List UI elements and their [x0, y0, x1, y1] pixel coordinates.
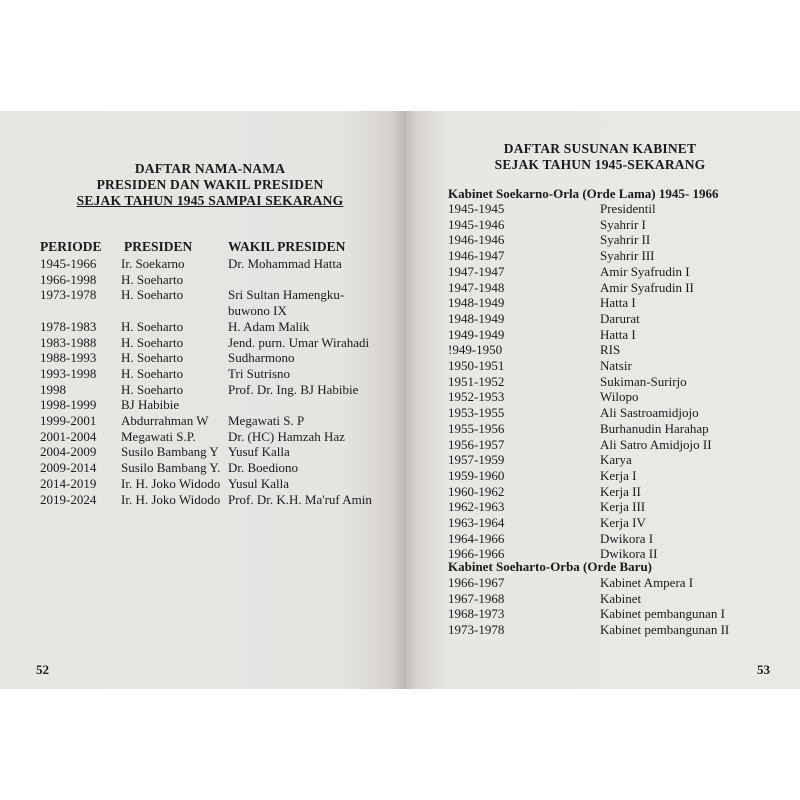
cabinet-name: RIS: [600, 342, 621, 358]
periode-cell: 1973-1978: [40, 287, 97, 303]
presidents-table: [40, 256, 378, 507]
list-item: [448, 342, 750, 358]
presiden-cell: H. Soeharto: [121, 318, 184, 334]
presiden-cell: Susilo Bambang Y: [121, 444, 219, 460]
cabinet-period: 1947-1947: [448, 263, 505, 279]
presiden-cell: BJ Habibie: [121, 397, 180, 413]
table-row: [40, 476, 378, 492]
cabinet-period: 1945-1945: [448, 201, 505, 216]
cabinet-period: 1956-1957: [448, 436, 505, 452]
list-item: [448, 327, 750, 343]
presiden-cell: H. Soeharto: [121, 381, 184, 397]
wakil-presiden-cell: Yusul Kalla: [228, 475, 290, 491]
wakil-presiden-cell: buwono IX: [228, 303, 287, 319]
periode-cell: 1978-1983: [40, 318, 97, 334]
cabinet-list-orde-baru: [448, 575, 750, 638]
cabinet-period: 1964-1966: [448, 530, 505, 546]
periode-cell: 2014-2019: [40, 475, 97, 491]
list-item: [448, 484, 750, 500]
table-row: [40, 444, 378, 460]
presiden-cell: Ir. H. Joko Widodo: [121, 475, 221, 491]
cabinet-name: Natsir: [600, 358, 632, 374]
list-item: [448, 531, 750, 547]
cabinet-period: 1949-1949: [448, 326, 505, 342]
presiden-cell: H. Soeharto: [121, 271, 184, 287]
presiden-cell: Susilo Bambang Y.: [121, 460, 221, 476]
wakil-presiden-cell: Megawati S. P: [228, 413, 305, 429]
cabinet-name: Ali Satro Amidjojo II: [600, 436, 712, 452]
table-row: [40, 350, 378, 366]
cabinet-period: 1947-1948: [448, 279, 505, 295]
periode-cell: 2004-2009: [40, 444, 97, 460]
presiden-cell: Megawati S.P.: [121, 428, 196, 444]
periode-cell: 1945-1966: [40, 256, 97, 271]
periode-cell: 1998: [40, 381, 66, 397]
wakil-presiden-cell: Dr. (HC) Hamzah Haz: [228, 428, 345, 444]
cabinet-period: !949-1950: [448, 342, 503, 358]
presidents-title-line: DAFTAR NAMA-NAMA: [134, 161, 286, 176]
presiden-cell: Ir. H. Joko Widodo: [121, 491, 221, 507]
list-item: [448, 358, 750, 374]
list-item: [448, 622, 750, 638]
cabinet-name: Syahrir III: [600, 248, 655, 264]
presiden-cell: H. Soeharto: [121, 334, 184, 350]
cabinet-period: 1953-1955: [448, 405, 505, 421]
presiden-cell: [121, 303, 228, 319]
wakil-presiden-cell: [228, 272, 378, 288]
table-row: [40, 492, 378, 508]
presiden-cell: Abdurrahman W: [121, 413, 209, 429]
list-item: [448, 201, 750, 217]
cabinet-name: Kabinet pembangunan II: [600, 622, 730, 638]
presiden-cell: H. Soeharto: [121, 287, 184, 303]
cabinet-period: 1950-1951: [448, 358, 505, 374]
cabinet-name: Kerja I: [600, 467, 637, 483]
cabinet-name: Kabinet Ampera I: [600, 575, 694, 590]
list-item: [448, 311, 750, 327]
cabinet-period: 1946-1946: [448, 232, 505, 248]
table-row: [40, 303, 378, 319]
wakil-presiden-cell: [228, 397, 378, 413]
page-number-left: 52: [36, 662, 49, 677]
wakil-presiden-cell: H. Adam Malik: [228, 318, 310, 334]
cabinet-name: Kerja II: [600, 483, 641, 499]
table-row: [40, 319, 378, 335]
table-row: [40, 272, 378, 288]
cabinet-period: 1955-1956: [448, 420, 505, 436]
periode-cell: 1993-1998: [40, 365, 97, 381]
cabinet-name: Amir Syafrudin I: [600, 263, 690, 279]
cabinet-period: 1973-1978: [448, 622, 505, 638]
wakil-presiden-cell: Prof. Dr. K.H. Ma'ruf Amin: [228, 491, 372, 507]
cabinet-period: 1963-1964: [448, 515, 505, 531]
table-row: [40, 460, 378, 476]
wakil-presiden-cell: Dr. Boediono: [228, 460, 299, 476]
presidents-title: [60, 161, 360, 209]
header-periode: PERIODE: [40, 239, 102, 254]
cabinet-name: Presidentil: [600, 201, 656, 216]
table-row: [40, 335, 378, 351]
cabinet-name: Kerja III: [600, 499, 646, 515]
presidents-title-line: SEJAK TAHUN 1945 SAMPAI SEKARANG: [76, 193, 344, 208]
list-item: [448, 295, 750, 311]
list-item: [448, 437, 750, 453]
table-row: [40, 366, 378, 382]
section-title-orde-lama: Kabinet Soekarno-Orla (Orde Lama) 1945- 1966: [448, 186, 719, 201]
periode-cell: 1999-2001: [40, 413, 97, 429]
list-item: [448, 452, 750, 468]
cabinet-period: 1968-1973: [448, 606, 505, 622]
cabinet-period: 1945-1946: [448, 216, 505, 232]
list-item: [448, 248, 750, 264]
table-row: [40, 287, 378, 303]
cabinet-name: Karya: [600, 452, 632, 468]
cabinet-name: Kabinet: [600, 590, 642, 606]
cabinet-name: Hatta I: [600, 295, 636, 311]
cabinet-period: 1967-1968: [448, 590, 505, 606]
cabinet-period: 1948-1949: [448, 295, 505, 311]
list-item: [448, 264, 750, 280]
cabinet-name: Dwikora II: [600, 546, 658, 562]
cabinet-period: 1948-1949: [448, 310, 505, 326]
cabinet-period: 1966-1966: [448, 546, 505, 562]
cabinet-title: [480, 141, 720, 173]
cabinet-name: Kabinet pembangunan I: [600, 606, 725, 622]
list-item: [448, 421, 750, 437]
wakil-presiden-cell: Jend. purn. Umar Wirahadi: [228, 334, 370, 350]
wakil-presiden-cell: Dr. Mohammad Hatta: [228, 256, 342, 271]
table-row: [40, 429, 378, 445]
page-number-right: 53: [757, 662, 770, 677]
periode-cell: 2019-2024: [40, 491, 97, 507]
wakil-presiden-cell: Prof. Dr. Ing. BJ Habibie: [228, 381, 359, 397]
presiden-cell: H. Soeharto: [121, 365, 184, 381]
cabinet-name: Amir Syafrudin II: [600, 279, 694, 295]
cabinet-period: 1951-1952: [448, 373, 505, 389]
cabinet-period: 1962-1963: [448, 499, 505, 515]
table-row: [40, 382, 378, 398]
cabinet-period: 1952-1953: [448, 389, 505, 405]
periode-cell: [40, 303, 121, 319]
list-item: [448, 389, 750, 405]
wakil-presiden-cell: Sri Sultan Hamengku-: [228, 287, 345, 303]
periode-cell: 1983-1988: [40, 334, 97, 350]
list-item: [448, 606, 750, 622]
periode-cell: 1998-1999: [40, 397, 97, 413]
table-row: [40, 256, 378, 272]
list-item: [448, 374, 750, 390]
list-item: [448, 515, 750, 531]
cabinet-list-orde-lama: [448, 201, 750, 562]
cabinet-name: Syahrir II: [600, 232, 651, 248]
list-item: [448, 468, 750, 484]
header-presiden: PRESIDEN: [124, 239, 193, 254]
header-wakil-presiden: WAKIL PRESIDEN: [228, 239, 346, 254]
periode-cell: 1988-1993: [40, 350, 97, 366]
table-row: [40, 397, 378, 413]
cabinet-period: 1946-1947: [448, 248, 505, 264]
periode-cell: 2009-2014: [40, 460, 97, 476]
wakil-presiden-cell: Tri Sutrisno: [228, 365, 291, 381]
cabinet-name: Wilopo: [600, 389, 639, 405]
periode-cell: 2001-2004: [40, 428, 97, 444]
periode-cell: 1966-1998: [40, 271, 97, 287]
cabinet-name: Burhanudin Harahap: [600, 420, 709, 436]
list-item: [448, 280, 750, 296]
wakil-presiden-cell: Yusuf Kalla: [228, 444, 290, 460]
cabinet-period: 1959-1960: [448, 467, 505, 483]
cabinet-name: Darurat: [600, 310, 640, 326]
cabinet-name: Syahrir I: [600, 216, 646, 232]
cabinet-period: 1960-1962: [448, 483, 505, 499]
cabinet-name: Sukiman-Surirjo: [600, 373, 687, 389]
list-item: [448, 575, 750, 591]
cabinet-name: Kerja IV: [600, 515, 646, 531]
cabinet-title-line: DAFTAR SUSUNAN KABINET: [503, 141, 697, 156]
list-item: [448, 405, 750, 421]
cabinet-period: 1966-1967: [448, 575, 505, 590]
cabinet-name: Ali Sastroamidjojo: [600, 405, 699, 421]
presidents-title-line: PRESIDEN DAN WAKIL PRESIDEN: [96, 177, 324, 192]
cabinet-period: 1957-1959: [448, 452, 505, 468]
table-row: [40, 413, 378, 429]
list-item: [448, 217, 750, 233]
wakil-presiden-cell: Sudharmono: [228, 350, 295, 366]
list-item: [448, 232, 750, 248]
cabinet-name: Dwikora I: [600, 530, 654, 546]
presiden-cell: Ir. Soekarno: [121, 256, 185, 271]
list-item: [448, 591, 750, 607]
cabinet-title-line: SEJAK TAHUN 1945-SEKARANG: [494, 157, 706, 172]
section-title-orde-baru: Kabinet Soeharto-Orba (Orde Baru): [448, 559, 653, 574]
cabinet-name: Hatta I: [600, 326, 636, 342]
presiden-cell: H. Soeharto: [121, 350, 184, 366]
list-item: [448, 499, 750, 515]
